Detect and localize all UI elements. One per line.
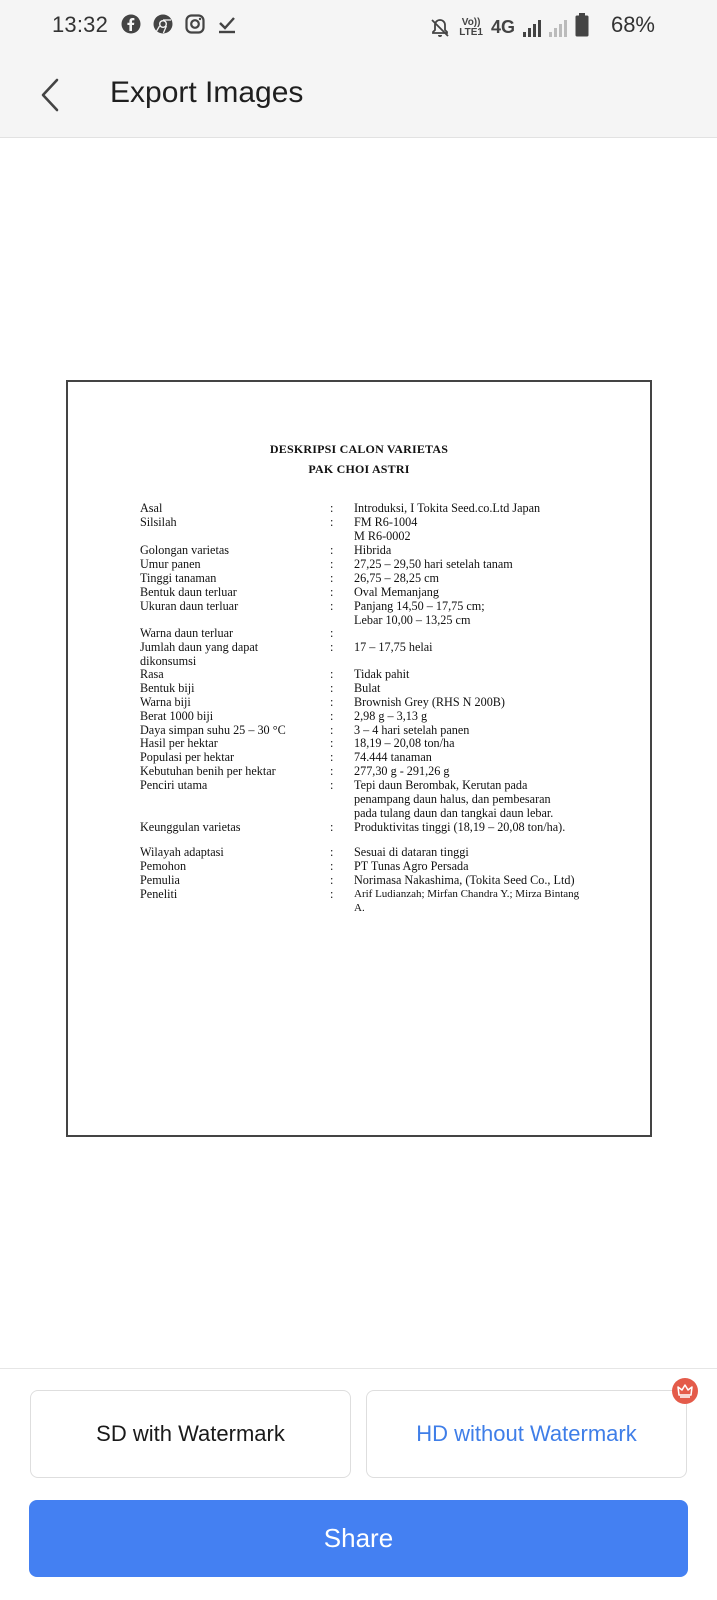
download-check-icon	[216, 13, 238, 35]
doc-row-key: Jumlah daun yang dapat	[140, 640, 259, 654]
doc-row-colon: :	[330, 764, 334, 778]
back-arrow-icon	[39, 78, 61, 112]
doc-row-colon: :	[330, 571, 334, 585]
doc-row-value: Lebar 10,00 – 13,25 cm	[354, 613, 471, 627]
share-label: Share	[323, 1523, 394, 1553]
chrome-icon	[152, 13, 174, 35]
doc-row-value: Brownish Grey (RHS N 200B)	[354, 695, 505, 709]
lte-label: LTE1	[459, 26, 483, 38]
doc-row-key: Rasa	[140, 667, 164, 681]
doc-row-value: Norimasa Nakashima, (Tokita Seed Co., Ltd)	[354, 873, 575, 887]
doc-row-key: Warna daun terluar	[140, 626, 234, 640]
doc-row-colon: :	[330, 599, 334, 613]
status-right-icons	[429, 13, 589, 42]
doc-row-key: Silsilah	[140, 515, 177, 529]
hd-no-watermark-label: HD without Watermark	[416, 1421, 637, 1446]
doc-row-value: 3 – 4 hari setelah panen	[354, 723, 470, 737]
sd-watermark-option[interactable]	[30, 1390, 351, 1478]
doc-row-value: 27,25 – 29,50 hari setelah tanam	[354, 557, 513, 571]
doc-row-colon: :	[330, 585, 334, 599]
doc-row-key: Pemulia	[140, 873, 180, 887]
doc-row-colon: :	[330, 859, 334, 873]
document-title: DESKRIPSI CALON VARIETAS	[269, 442, 449, 456]
premium-crown-icon	[672, 1378, 698, 1404]
doc-row-value: Sesuai di dataran tinggi	[354, 845, 469, 859]
doc-row-value: PT Tunas Agro Persada	[354, 859, 469, 873]
share-button[interactable]	[29, 1500, 688, 1577]
doc-row-value: Bulat	[354, 681, 381, 695]
doc-row-colon: :	[330, 640, 334, 654]
doc-row-key: Golongan varietas	[140, 543, 230, 557]
doc-row-colon: :	[330, 543, 334, 557]
doc-row-key: Warna biji	[140, 695, 191, 709]
doc-row-key: Tinggi tanaman	[140, 571, 217, 585]
network-type: 4G	[490, 17, 515, 37]
doc-row-colon: :	[330, 695, 334, 709]
doc-row-key: Daya simpan suhu 25 – 30 °C	[140, 723, 286, 737]
doc-row-key: Pemohon	[140, 859, 187, 873]
doc-row-key: Bentuk daun terluar	[140, 585, 237, 599]
doc-row-colon: :	[330, 626, 334, 640]
doc-row-colon: :	[330, 873, 334, 887]
instagram-icon	[184, 13, 206, 35]
doc-row-value: FM R6-1004	[354, 515, 418, 529]
doc-row-value: Tidak pahit	[354, 667, 410, 681]
doc-row-value: M R6-0002	[354, 529, 411, 543]
signal-sim2-icon	[549, 19, 567, 37]
doc-row-key: dikonsumsi	[140, 654, 197, 668]
doc-row-key: Kebutuhan benih per hektar	[140, 764, 276, 778]
doc-row-key: Hasil per hektar	[140, 736, 218, 750]
doc-row-value: Introduksi, I Tokita Seed.co.Ltd Japan	[354, 501, 541, 515]
facebook-icon	[120, 13, 142, 35]
doc-row-colon: :	[330, 845, 334, 859]
doc-row-colon: :	[330, 557, 334, 571]
mute-icon	[429, 17, 451, 39]
status-time: 13:32	[52, 12, 109, 37]
doc-row-value: A.	[354, 902, 365, 914]
doc-row-key: Asal	[140, 501, 163, 515]
doc-row-key: Umur panen	[140, 557, 201, 571]
back-button[interactable]	[30, 72, 70, 118]
doc-row-key: Wilayah adaptasi	[140, 845, 224, 859]
doc-row-colon: :	[330, 681, 334, 695]
battery-percent: 68%	[610, 12, 655, 37]
doc-row-colon: :	[330, 667, 334, 681]
doc-row-value: penampang daun halus, dan pembesaran	[354, 792, 551, 806]
doc-row-value: 17 – 17,75 helai	[354, 640, 433, 654]
bottom-divider	[0, 1368, 717, 1369]
doc-row-key: Peneliti	[140, 887, 178, 901]
doc-row-value: Panjang 14,50 – 17,75 cm;	[354, 599, 485, 613]
document-preview	[66, 380, 652, 1137]
doc-row-value: 277,30 g - 291,26 g	[354, 764, 450, 778]
doc-row-key: Ukuran daun terluar	[140, 599, 239, 613]
doc-row-colon: :	[330, 778, 334, 792]
doc-row-key: Populasi per hektar	[140, 750, 235, 764]
notification-icons	[120, 13, 238, 35]
volte-label: Vo))	[461, 16, 481, 28]
doc-row-colon: :	[330, 723, 334, 737]
doc-row-key: Keunggulan varietas	[140, 820, 241, 834]
doc-row-value: pada tulang daun dan tangkai daun lebar.	[354, 806, 554, 820]
app-bar	[0, 52, 717, 138]
doc-row-colon: :	[330, 820, 334, 834]
doc-row-key: Bentuk biji	[140, 681, 195, 695]
hd-no-watermark-option[interactable]	[366, 1390, 687, 1478]
sd-watermark-label: SD with Watermark	[96, 1421, 285, 1446]
doc-row-colon: :	[330, 736, 334, 750]
page-title: Export Images	[110, 76, 304, 109]
volte-indicator	[459, 18, 483, 38]
doc-row-colon: :	[330, 887, 334, 901]
doc-row-value: Oval Memanjang	[354, 585, 439, 599]
battery-icon	[575, 13, 589, 42]
doc-row-value: 18,19 – 20,08 ton/ha	[354, 736, 455, 750]
status-bar	[0, 0, 717, 52]
doc-row-value: 74.444 tanaman	[354, 750, 432, 764]
doc-row-value: 2,98 g – 3,13 g	[354, 709, 428, 723]
document-subtitle: PAK CHOI ASTRI	[308, 462, 410, 476]
doc-row-key: Penciri utama	[140, 778, 208, 792]
doc-row-value: Tepi daun Berombak, Kerutan pada	[354, 778, 528, 792]
doc-row-colon: :	[330, 515, 334, 529]
doc-row-value: Hibrida	[354, 543, 392, 557]
doc-row-colon: :	[330, 750, 334, 764]
doc-row-value: 26,75 – 28,25 cm	[354, 571, 439, 585]
doc-row-value: Produktivitas tinggi (18,19 – 20,08 ton/ha).	[354, 820, 566, 834]
doc-row-colon: :	[330, 709, 334, 723]
doc-row-value: Arif Ludianzah; Mirfan Chandra Y.; Mirza Bintang	[354, 888, 580, 900]
doc-row-key: Berat 1000 biji	[140, 709, 214, 723]
doc-row-colon: :	[330, 501, 334, 515]
signal-icon	[523, 19, 541, 37]
